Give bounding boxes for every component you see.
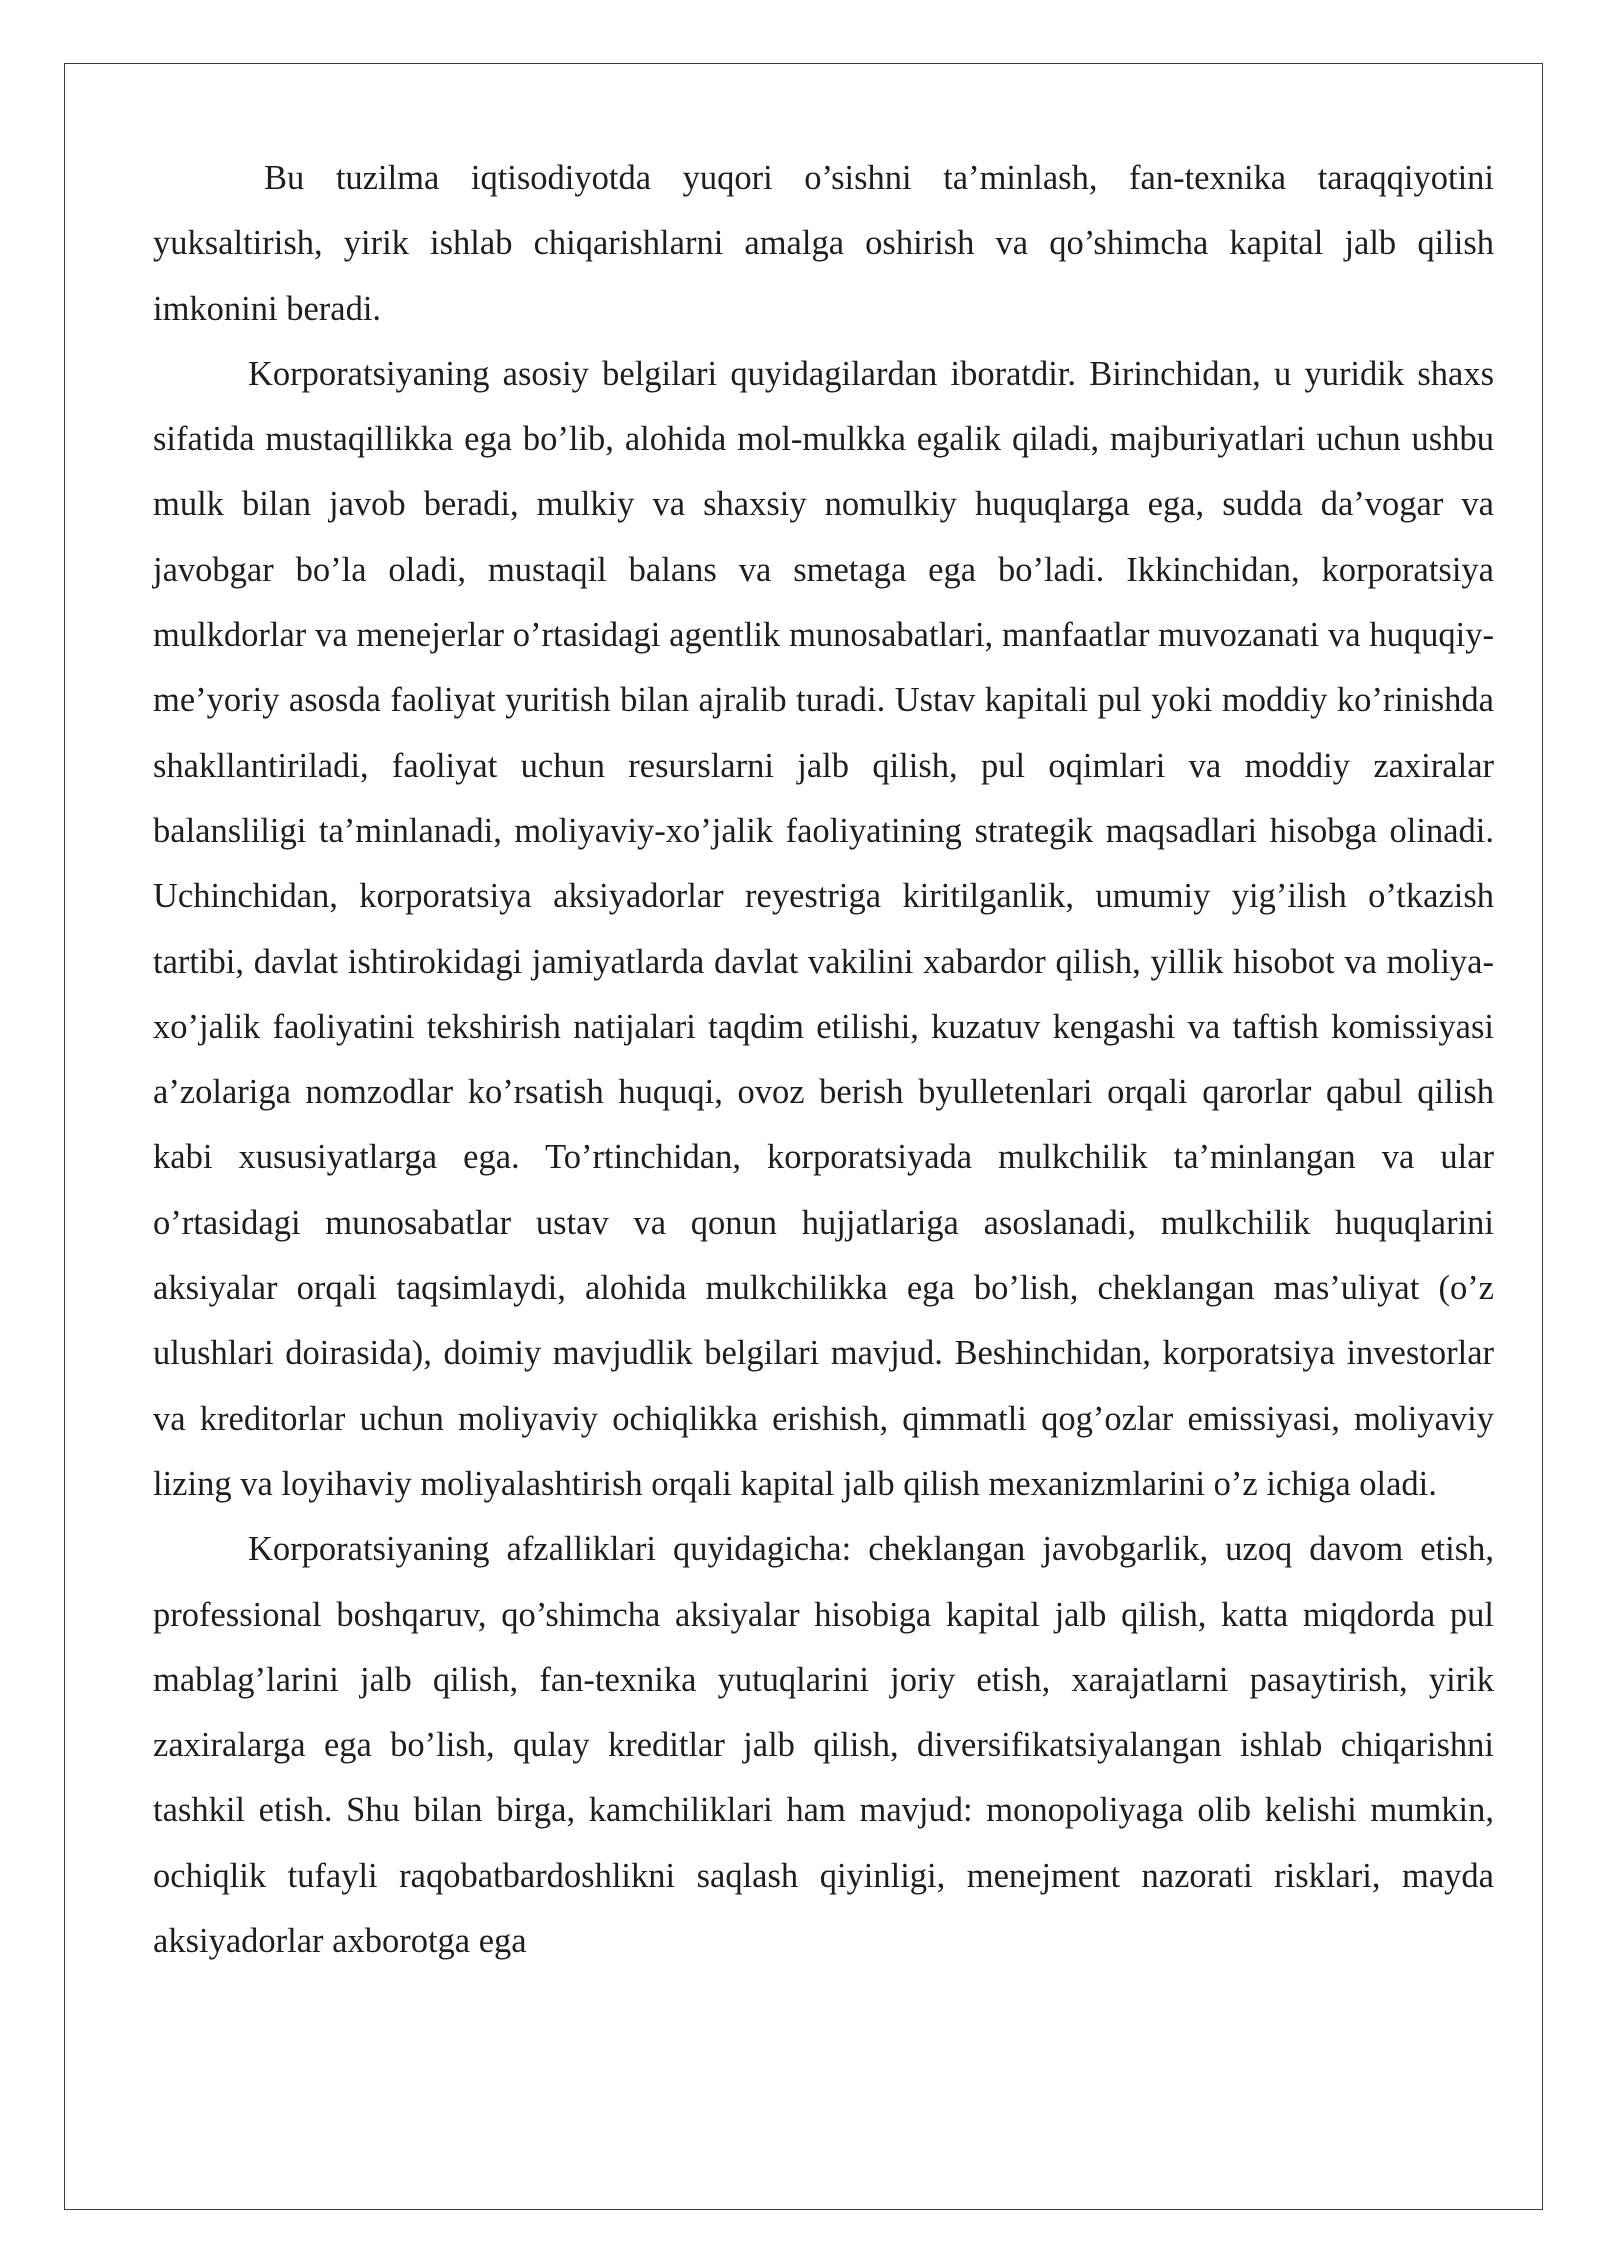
paragraph-1: Bu tuzilma iqtisodiyotda yuqori o’sishni ta’minlash, fan-texnika taraqqiyotini yuksaltirish, yirik ishlab chiqarishlarni amalga oshirish va qo’shimcha kapital jalb qilish imkonini beradi. <box>153 159 1494 328</box>
paragraph-3: Korporatsiyaning afzalliklari quyidagicha: cheklangan javobgarlik, uzoq davom etish, professional boshqaruv, qo’shimcha aksiyalar hisobiga kapital jalb qilish, katta miqdorda pul mablag’larini jalb qilish, fan-texnika yutuqlarini joriy etish, xarajatlarni pasaytirish, yirik zaxiralarga ega bo’lish, qulay kreditlar jalb qilish, diversifikatsiyalangan ishlab chiqarishni tashkil etish. Shu bilan birga, kamchiliklari ham mavjud: monopoliyaga olib kelishi mumkin, ochiqlik tufayli raqobatbardoshlikni saqlash qiyinligi, menejment nazorati risklari, mayda aksiyadorlar axborotga ega <box>153 1530 1494 1961</box>
document-body <box>153 146 1494 1974</box>
paragraph-2: Korporatsiyaning asosiy belgilari quyidagilardan iboratdir. Birinchidan, u yuridik shaxs sifatida mustaqillikka ega bo’lib, alohida mol-mulkka egalik qiladi, majburiyatlari uchun ushbu mulk bilan javob beradi, mulkiy va shaxsiy nomulkiy huquqlarga ega, sudda da’vogar va javobgar bo’la oladi, mustaqil balans va smetaga ega bo’ladi. Ikkinchidan, korporatsiya mulkdorlar va menejerlar o’rtasidagi agentlik munosabatlari, manfaatlar muvozanati va huquqiy-me’yoriy asosda faoliyat yuritish bilan ajralib turadi. Ustav kapitali pul yoki moddiy ko’rinishda shakllantiriladi, faoliyat uchun resurslarni jalb qilish, pul oqimlari va moddiy zaxiralar balansliligi ta’minlanadi, moliyaviy-xo’jalik faoliyatining strategik maqsadlari hisobga olinadi. Uchinchidan, korporatsiya aksiyadorlar reyestriga kiritilganlik, umumiy yig’ilish o’tkazish tartibi, davlat ishtirokidagi jamiyatlarda davlat vakilini xabardor qilish, yillik hisobot va moliya-xo’jalik faoliyatini tekshirish natijalari taqdim etilishi, kuzatuv kengashi va taftish komissiyasi a’zolariga nomzodlar ko’rsatish huquqi, ovoz berish byulletenlari orqali qarorlar qabul qilish kabi xususiyatlarga ega. To’rtinchidan, korporatsiyada mulkchilik ta’minlangan va ular o’rtasidagi munosabatlar ustav va qonun hujjatlariga asoslanadi, mulkchilik huquqlarini aksiyalar orqali taqsimlaydi, alohida mulkchilikka ega bo’lish, cheklangan mas’uliyat (o’z ulushlari doirasida), doimiy mavjudlik belgilari mavjud. Beshinchidan, korporatsiya investorlar va kreditorlar uchun moliyaviy ochiqlikka erishish, qimmatli qog’ozlar emissiyasi, moliyaviy lizing va loyihaviy moliyalashtirish orqali kapital jalb qilish mexanizmlarini o’z ichiga oladi. <box>153 354 1494 1503</box>
